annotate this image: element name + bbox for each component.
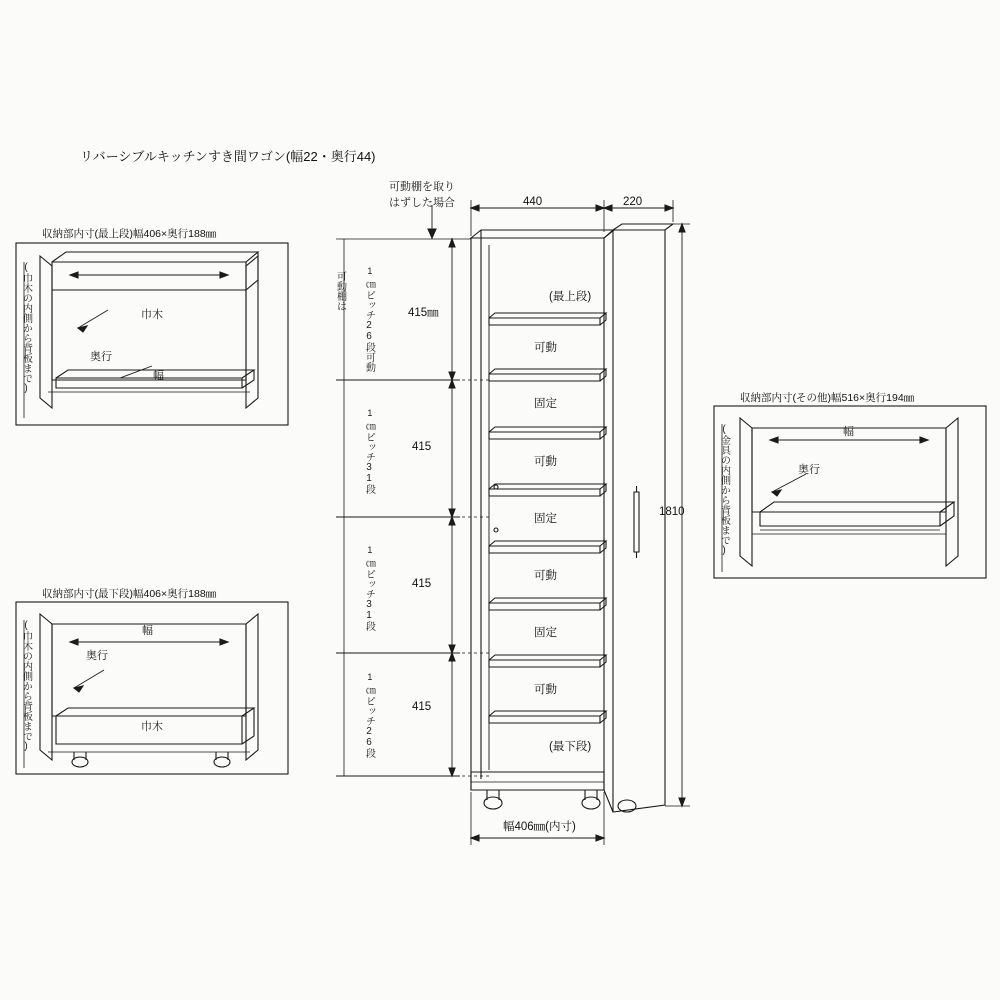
- shelf-label-3: 固定: [534, 398, 557, 410]
- shelf-label-4: 可動: [534, 456, 557, 468]
- shelf-label-7: 固定: [534, 627, 557, 639]
- shelf-label-6: 可動: [534, 570, 557, 582]
- pitch-note-4-text: ㎝ピッチ26段: [363, 686, 375, 758]
- inset-top-shelf-side-caption: (巾木の内側から背板まで): [20, 262, 32, 394]
- removable-shelf-note-line2: はずした場合: [389, 197, 455, 209]
- inset-bottom-shelf-callout-baseboard: 巾木: [141, 721, 163, 733]
- dim-section-height-2: 415: [412, 441, 432, 453]
- inset-other-shelf-callout-depth: 奥行: [798, 464, 820, 476]
- shelf-label-1: (最上段): [549, 291, 592, 303]
- inset-bottom-shelf-side-caption: (巾木の内側から背板まで): [20, 620, 32, 752]
- shelf-label-2: 可動: [534, 342, 557, 354]
- pitch-note-1-num: 1: [364, 266, 375, 276]
- inset-top-shelf-callout-width: 幅: [153, 370, 164, 382]
- inset-top-shelf-callout-depth: 奥行: [90, 351, 112, 363]
- dim-side-depth: 220: [623, 196, 643, 208]
- pitch-note-1-text: ㎝ピッチ26段可動: [363, 280, 375, 372]
- dim-inner-width: 幅406㎜(内寸): [503, 821, 576, 833]
- dim-section-height-3: 415: [412, 578, 432, 590]
- pitch-note-2-text: ㎝ピッチ31段: [363, 422, 375, 494]
- dim-front-width: 440: [523, 196, 543, 208]
- inset-bottom-shelf-caption: 収納部内寸(最下段)幅406×奥行188㎜: [42, 588, 217, 600]
- removable-shelf-note-line1: 可動棚を取り: [389, 181, 455, 193]
- inset-top-shelf-callout-haseboard: 巾木: [141, 309, 163, 321]
- pitch-note-2-num: 1: [364, 408, 375, 418]
- pitch-note-3-text: ㎝ピッチ31段: [363, 559, 375, 631]
- dim-section-height-1: 415㎜: [408, 307, 439, 319]
- pitch-note-1-label: 可動棚は: [334, 271, 346, 311]
- shelf-label-9: (最下段): [549, 741, 592, 753]
- diagram-title: リバーシブルキッチンすき間ワゴン(幅22・奥行44): [80, 149, 376, 164]
- shelf-label-5: 固定: [534, 513, 557, 525]
- pitch-note-3-num: 1: [364, 545, 375, 555]
- inset-top-shelf-caption: 収納部内寸(最上段)幅406×奥行188㎜: [42, 228, 217, 240]
- pitch-note-4-num: 1: [364, 672, 375, 682]
- inset-other-shelf-callout-width: 幅: [843, 426, 854, 438]
- inset-bottom-shelf-callout-width: 幅: [142, 625, 153, 637]
- inset-other-shelf-side-caption: (金具の内側から背板まで): [718, 424, 730, 556]
- inset-bottom-shelf-callout-depth: 奥行: [86, 650, 108, 662]
- dim-total-height: 1810: [659, 506, 685, 518]
- inset-other-shelf-caption: 収納部内寸(その他)幅516×奥行194㎜: [740, 392, 915, 404]
- shelf-label-8: 可動: [534, 684, 557, 696]
- dim-section-height-4: 415: [412, 701, 432, 713]
